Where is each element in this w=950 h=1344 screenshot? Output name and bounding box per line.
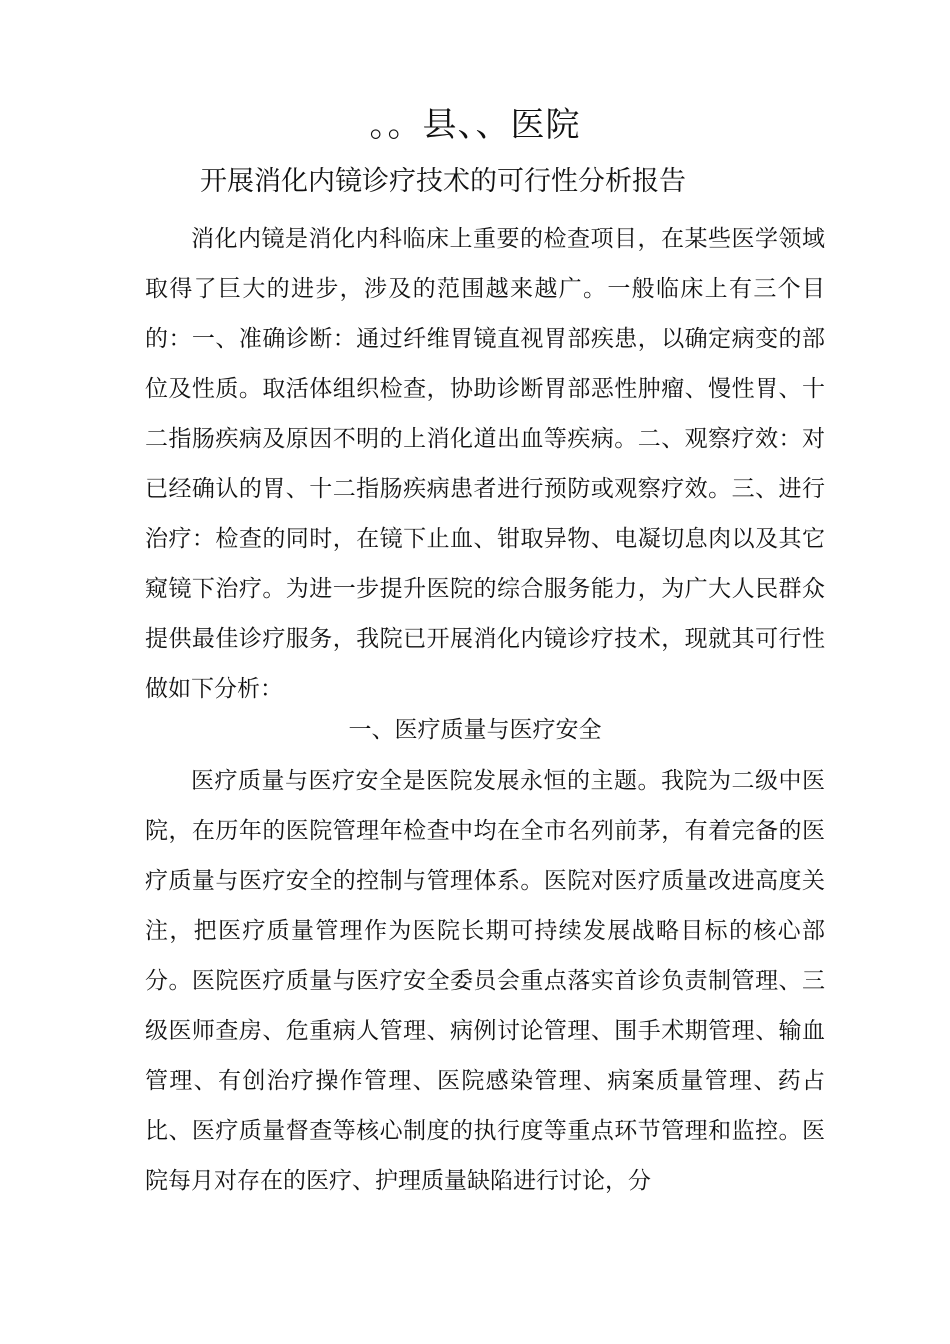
intro-paragraph: 消化内镜是消化内科临床上重要的检查项目，在某些医学领域取得了巨大的进步，涉及的范围越来越广。一般临床上有三个目的：一、准确诊断：通过纤维胃镜直视胃部疾患，以确定病变的部位及性质。取活体组织检查，协助诊断胃部恶性肿瘤、慢性胃、十二指肠疾病及原因不明的上消化道出血等疾病。二、观察疗效：对已经确认的胃、十二指肠疾病患者进行预防或观察疗效。三、进行治疗：检查的同时，在镜下止血、钳取异物、电凝切息肉以及其它窥镜下治疗。为进一步提升医院的综合服务能力，为广大人民群众提供最佳诊疗服务，我院已开展消化内镜诊疗技术，现就其可行性做如下分析： [145,226,825,702]
section-heading: 一、医疗质量与医疗安全 [348,717,602,743]
document-subtitle: 开展消化内镜诊疗技术的可行性分析报告 [200,166,686,197]
section-paragraph: 医疗质量与医疗安全是医院发展永恒的主题。我院为二级中医院，在历年的医院管理年检查中均在全市名列前茅，有着完备的医疗质量与医疗安全的控制与管理体系。医院对医疗质量改进高度关注，把医疗质量管理作为医院长期可持续发展战略目标的核心部分。医院医疗质量与医疗安全委员会重点落实首诊负责制管理、三级医师查房、危重病人管理、病例讨论管理、围手术期管理、输血管理、有创治疗操作管理、医院感染管理、病案质量管理、药占比、医疗质量督查等核心制度的执行度等重点环节管理和监控。医院每月对存在的医疗、护理质量缺陷进行讨论，分 [145,768,825,1194]
document-title: 。。县、、医院 [369,105,581,145]
